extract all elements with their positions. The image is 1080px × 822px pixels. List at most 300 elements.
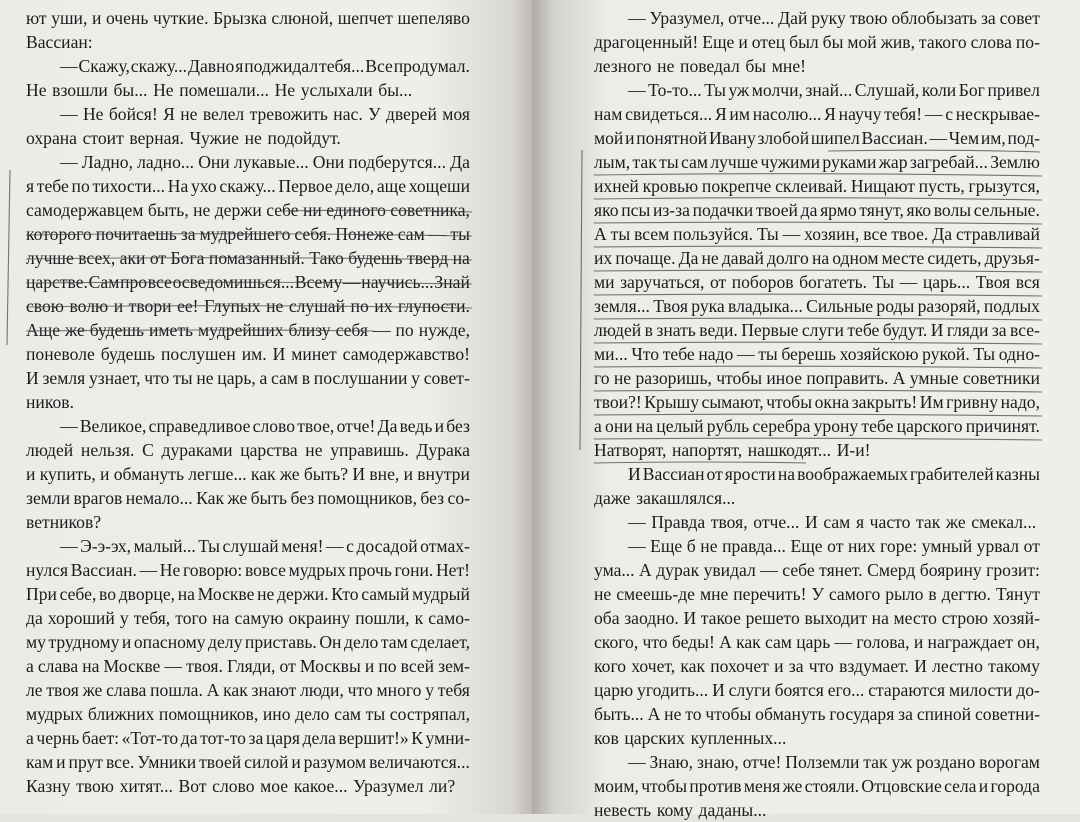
word: му	[26, 632, 46, 652]
word: вне,	[369, 464, 400, 484]
word: они	[605, 416, 633, 436]
word: ского,	[594, 632, 639, 652]
word: их	[594, 248, 613, 268]
word: послушен	[160, 344, 236, 364]
word: верная.	[129, 128, 184, 148]
word: сам	[764, 632, 792, 652]
word: сидеть,	[927, 248, 982, 268]
text-line	[26, 222, 470, 246]
word: и	[113, 296, 124, 316]
word: Натворят,	[594, 440, 667, 460]
word: самодержавство!	[342, 344, 470, 364]
word: нам	[594, 104, 623, 124]
word: тебе	[662, 344, 695, 364]
word: Ты	[872, 272, 895, 292]
word: себе	[266, 200, 299, 220]
word: во	[99, 584, 117, 604]
word: да	[180, 728, 198, 748]
word: хозяин,	[804, 224, 860, 244]
text-line	[594, 582, 1040, 606]
text-line	[594, 630, 1040, 654]
text-line	[594, 774, 1040, 798]
word: царского	[896, 416, 963, 436]
word: осведомишься...	[172, 272, 295, 292]
word: строю	[941, 608, 989, 628]
word: и	[100, 464, 110, 484]
word: же	[782, 776, 803, 796]
word: боятся	[774, 680, 824, 700]
word: подойдут.	[267, 128, 341, 148]
word: отец	[751, 32, 786, 52]
word: не	[701, 248, 719, 268]
word: села	[944, 776, 977, 796]
word: Уразумел,	[649, 8, 725, 28]
word: зем-	[438, 656, 470, 676]
word: —	[834, 632, 853, 652]
word: урвал	[976, 536, 1020, 556]
text-line	[26, 582, 470, 606]
word: Тако	[309, 248, 344, 268]
word: от	[1023, 536, 1040, 556]
word: бы...	[378, 80, 413, 100]
word: друзья-	[984, 248, 1040, 268]
word: пошли,	[355, 608, 410, 628]
word: и	[913, 632, 924, 652]
word: же	[82, 680, 103, 700]
word: яко	[594, 200, 619, 220]
word: ников.	[26, 392, 74, 412]
word: же	[65, 320, 85, 340]
word: одном	[832, 248, 879, 268]
word: Умники	[137, 752, 197, 772]
word: —	[924, 104, 943, 124]
word: тверд	[407, 248, 449, 268]
word: а	[594, 416, 602, 436]
word: У	[368, 104, 381, 124]
word: А	[719, 632, 732, 652]
word: по	[350, 296, 369, 316]
word: я	[855, 512, 865, 532]
word: ков	[594, 728, 619, 748]
word: иметь	[148, 320, 194, 340]
word: от	[706, 464, 723, 484]
word: Сам	[88, 272, 120, 292]
word: дело,	[335, 176, 375, 196]
word: рука	[691, 296, 725, 316]
word: там	[380, 632, 408, 652]
word: у	[119, 608, 129, 628]
word: Вассиан.	[70, 560, 137, 580]
word: разоришь,	[635, 368, 712, 388]
text-line	[594, 702, 1040, 726]
word: перечить!	[733, 584, 807, 604]
text-line	[26, 678, 470, 702]
word: дверей	[385, 104, 437, 124]
word: Аще	[26, 320, 61, 340]
word: мне	[699, 584, 729, 604]
word: меня	[743, 776, 781, 796]
word: лучше	[710, 152, 759, 172]
text-line	[26, 270, 470, 294]
word: по	[378, 656, 397, 676]
text-line	[594, 606, 1040, 630]
word: им	[729, 104, 750, 124]
word: Чем	[948, 128, 980, 148]
word: —	[782, 224, 801, 244]
text-line	[26, 102, 470, 126]
word: будешь	[348, 248, 403, 268]
word: себе,	[59, 584, 97, 604]
word: чужими	[760, 152, 821, 172]
word: Знаю,	[649, 752, 694, 772]
word: не	[700, 536, 718, 556]
word: же	[227, 488, 248, 508]
word: царь,	[217, 368, 256, 388]
word: Первые	[741, 320, 799, 340]
word: сымают,	[701, 392, 764, 412]
word: И	[712, 680, 725, 700]
word: и	[364, 656, 375, 676]
word: все-	[1010, 320, 1040, 340]
word: слава	[106, 680, 147, 700]
word: похочет	[710, 656, 769, 676]
text-line	[26, 534, 470, 558]
word: Да	[678, 248, 699, 268]
word: же	[945, 512, 966, 532]
word: давай	[721, 248, 764, 268]
word: тихости...	[92, 176, 166, 196]
word: твори	[128, 296, 172, 316]
word: Еще	[650, 536, 683, 556]
word: его...	[827, 680, 865, 700]
word: —	[428, 224, 447, 244]
word: ле	[26, 680, 43, 700]
word: тянет.	[819, 560, 863, 580]
word: тебя,	[133, 608, 171, 628]
word: за	[898, 704, 913, 724]
word: твое,	[297, 416, 335, 436]
word: драгоценный!	[594, 32, 699, 52]
word: ума...	[594, 560, 635, 580]
word: богатеть.	[799, 272, 868, 292]
word: люди,	[300, 680, 344, 700]
word: как	[223, 680, 248, 700]
word: внутри	[417, 464, 470, 484]
word: себя.	[294, 224, 332, 244]
word: ближних	[87, 704, 155, 724]
word: лым,	[594, 152, 631, 172]
text-line	[594, 174, 1040, 198]
word: Кто	[331, 584, 359, 604]
word: Отцовские	[861, 776, 942, 796]
word: ют	[26, 8, 47, 28]
word: тебя...	[319, 56, 365, 76]
word: умни-	[425, 728, 470, 748]
word: и	[26, 464, 36, 484]
word: берешь	[781, 344, 837, 364]
word: тебе	[847, 320, 880, 340]
text-line	[594, 342, 1040, 366]
word: закрыть!	[851, 392, 918, 412]
word: —	[60, 416, 78, 436]
word: царских	[624, 728, 685, 748]
word: —	[342, 272, 361, 292]
word: услыхали	[300, 80, 373, 100]
word: Я	[163, 104, 175, 124]
word: кровью	[642, 176, 699, 196]
text-line	[26, 174, 470, 198]
word: гляди	[946, 320, 989, 340]
word: знаю,	[696, 752, 739, 772]
word: царстве.	[26, 272, 88, 292]
word: спиной	[916, 704, 972, 724]
word: твоя	[46, 680, 79, 700]
word: самого	[828, 584, 881, 604]
word: опасному	[133, 632, 206, 652]
word: —	[628, 512, 646, 532]
word: понятной	[636, 128, 708, 148]
word: быть?	[303, 464, 349, 484]
word: Э-э-эх,	[80, 536, 132, 556]
word: царства	[240, 440, 298, 460]
word: очень	[105, 8, 149, 28]
word: подлых	[983, 296, 1040, 316]
word: того	[175, 608, 208, 628]
text-line	[594, 366, 1040, 390]
word: Сильные	[806, 296, 874, 316]
word: Гляди,	[226, 656, 276, 676]
word: урону	[813, 416, 859, 436]
word: На	[167, 176, 189, 196]
word: силой	[244, 752, 289, 772]
word: сделает,	[410, 632, 470, 652]
text-line	[594, 726, 1040, 750]
word: вздумает.	[839, 656, 909, 676]
word: Смерд	[867, 560, 916, 580]
word: облобызать	[891, 8, 978, 28]
word: государя	[829, 704, 895, 724]
word: слуги	[801, 320, 844, 340]
word: на	[452, 248, 470, 268]
word: на	[777, 464, 796, 484]
word: твою	[849, 8, 888, 28]
word: свою	[26, 296, 64, 316]
word: отмах-	[420, 536, 470, 556]
word: чернь	[36, 728, 80, 748]
word: не	[244, 128, 262, 148]
word: У	[811, 584, 824, 604]
word: гони.	[394, 560, 434, 580]
word: руку	[811, 8, 846, 28]
text-line	[594, 54, 1040, 78]
word: б	[686, 536, 696, 556]
word: быть	[250, 488, 288, 508]
word: Нет!	[435, 560, 470, 580]
word: напортят,	[672, 440, 743, 460]
word: ты	[610, 224, 631, 244]
word: дело	[344, 632, 379, 652]
word: —	[60, 104, 78, 124]
word: да	[800, 200, 818, 220]
word: царя	[265, 728, 300, 748]
word: приставь.	[244, 632, 317, 652]
word: он,	[1017, 632, 1040, 652]
word: хозяйскою	[839, 344, 919, 364]
word: горе:	[880, 536, 918, 556]
word: поведал	[680, 56, 740, 76]
text-line	[26, 78, 470, 102]
word: Понеже	[335, 224, 394, 244]
word: не	[180, 104, 198, 124]
word: будут.	[882, 320, 928, 340]
word: много	[376, 680, 422, 700]
word: про	[120, 272, 148, 292]
word: самый	[361, 584, 410, 604]
word: голова,	[856, 632, 910, 652]
word: дела	[302, 728, 336, 748]
word: Твоя	[975, 272, 1011, 292]
word: а	[26, 656, 34, 676]
word: царю	[594, 680, 634, 700]
word: окна	[814, 392, 850, 412]
word: бы...	[113, 80, 148, 100]
word: города	[990, 776, 1040, 796]
word: малый...	[133, 536, 196, 556]
word: мудрейших	[198, 320, 284, 340]
word: одно-	[998, 344, 1040, 364]
text-line	[26, 702, 470, 726]
word: —	[60, 56, 78, 76]
word: Землю	[990, 152, 1040, 172]
word: милости	[948, 680, 1013, 700]
word: чтобы	[705, 704, 752, 724]
word: серебра	[752, 416, 811, 436]
word: кам	[26, 752, 54, 772]
word: стравливай	[955, 224, 1040, 244]
word: ли?	[429, 776, 456, 796]
word: Крышу	[644, 392, 699, 412]
word: псы	[621, 200, 651, 220]
word: Не	[82, 104, 104, 124]
word: всех,	[78, 248, 116, 268]
word: что	[144, 368, 170, 388]
word: со-	[447, 488, 470, 508]
word: —	[326, 536, 344, 556]
word: земля...	[594, 296, 650, 316]
word: так	[916, 512, 941, 532]
word: ты	[659, 152, 679, 172]
word: чтобы	[641, 776, 688, 796]
word: не	[594, 584, 612, 604]
word: смеешь-де	[616, 584, 695, 604]
word: бы	[822, 32, 844, 52]
text-line	[26, 606, 470, 630]
word: я	[235, 56, 244, 76]
word: И	[272, 344, 286, 364]
word: мне!	[771, 56, 806, 76]
text-line	[26, 126, 470, 150]
word: И	[805, 512, 818, 532]
word: загребай...	[909, 152, 988, 172]
word: «Тот-то	[121, 728, 179, 748]
text-line	[26, 462, 470, 486]
word: место	[893, 608, 937, 628]
word: Ивану	[708, 128, 756, 148]
word: не	[266, 296, 284, 316]
word: слюной,	[271, 8, 334, 28]
word: тот-то	[200, 728, 246, 748]
word: хороший	[47, 608, 115, 628]
word: мой	[847, 32, 877, 52]
word: тянут,	[859, 200, 904, 220]
word: делу	[208, 632, 243, 652]
word: уж	[891, 752, 913, 772]
word: за	[788, 656, 804, 676]
word: царь	[796, 632, 831, 652]
word: ты	[365, 704, 386, 724]
word: научу	[838, 104, 882, 124]
word: рубль	[706, 416, 750, 436]
word: и	[121, 632, 132, 652]
word: их	[374, 296, 393, 316]
word: Вассиан	[642, 464, 705, 484]
word: —	[628, 8, 646, 28]
word: твоей	[199, 752, 242, 772]
word: насолю...	[752, 104, 822, 124]
word: досадой	[356, 536, 418, 556]
word: Слушай,	[854, 80, 920, 100]
word: взошли	[52, 80, 108, 100]
word: Тянут	[995, 584, 1040, 604]
word: быть...	[594, 704, 644, 724]
text-line	[26, 6, 470, 30]
word: отче!	[742, 752, 782, 772]
word: И	[683, 608, 697, 628]
word: И	[914, 656, 927, 676]
word: Ты	[973, 344, 996, 364]
word: и	[434, 416, 444, 436]
word: обмануть	[755, 704, 826, 724]
word: легше...	[188, 464, 247, 484]
word: немало...	[125, 488, 193, 508]
word: на	[811, 248, 830, 268]
word: ино	[262, 704, 291, 724]
word: советники	[962, 368, 1040, 388]
word: говорю:	[182, 560, 243, 580]
text-line	[26, 630, 470, 654]
text-line	[26, 390, 470, 414]
word: на	[635, 416, 654, 436]
word: оба	[594, 608, 620, 628]
word: глупости.	[398, 296, 470, 316]
word: награждает	[927, 632, 1013, 652]
word: пусть,	[918, 176, 965, 196]
word: Он	[319, 632, 342, 652]
word: а	[259, 368, 268, 388]
word: Вассиан.	[861, 128, 928, 148]
word: —	[628, 752, 646, 772]
word: поджидал	[244, 56, 319, 76]
word: хочет,	[631, 656, 676, 676]
text-line	[26, 438, 470, 462]
word: то	[685, 704, 702, 724]
word: моя	[442, 104, 470, 124]
word: жив,	[880, 32, 915, 52]
word: даданы...	[698, 800, 767, 820]
word: с	[346, 536, 354, 556]
word: вся	[1015, 272, 1040, 292]
word: кому	[656, 800, 693, 820]
